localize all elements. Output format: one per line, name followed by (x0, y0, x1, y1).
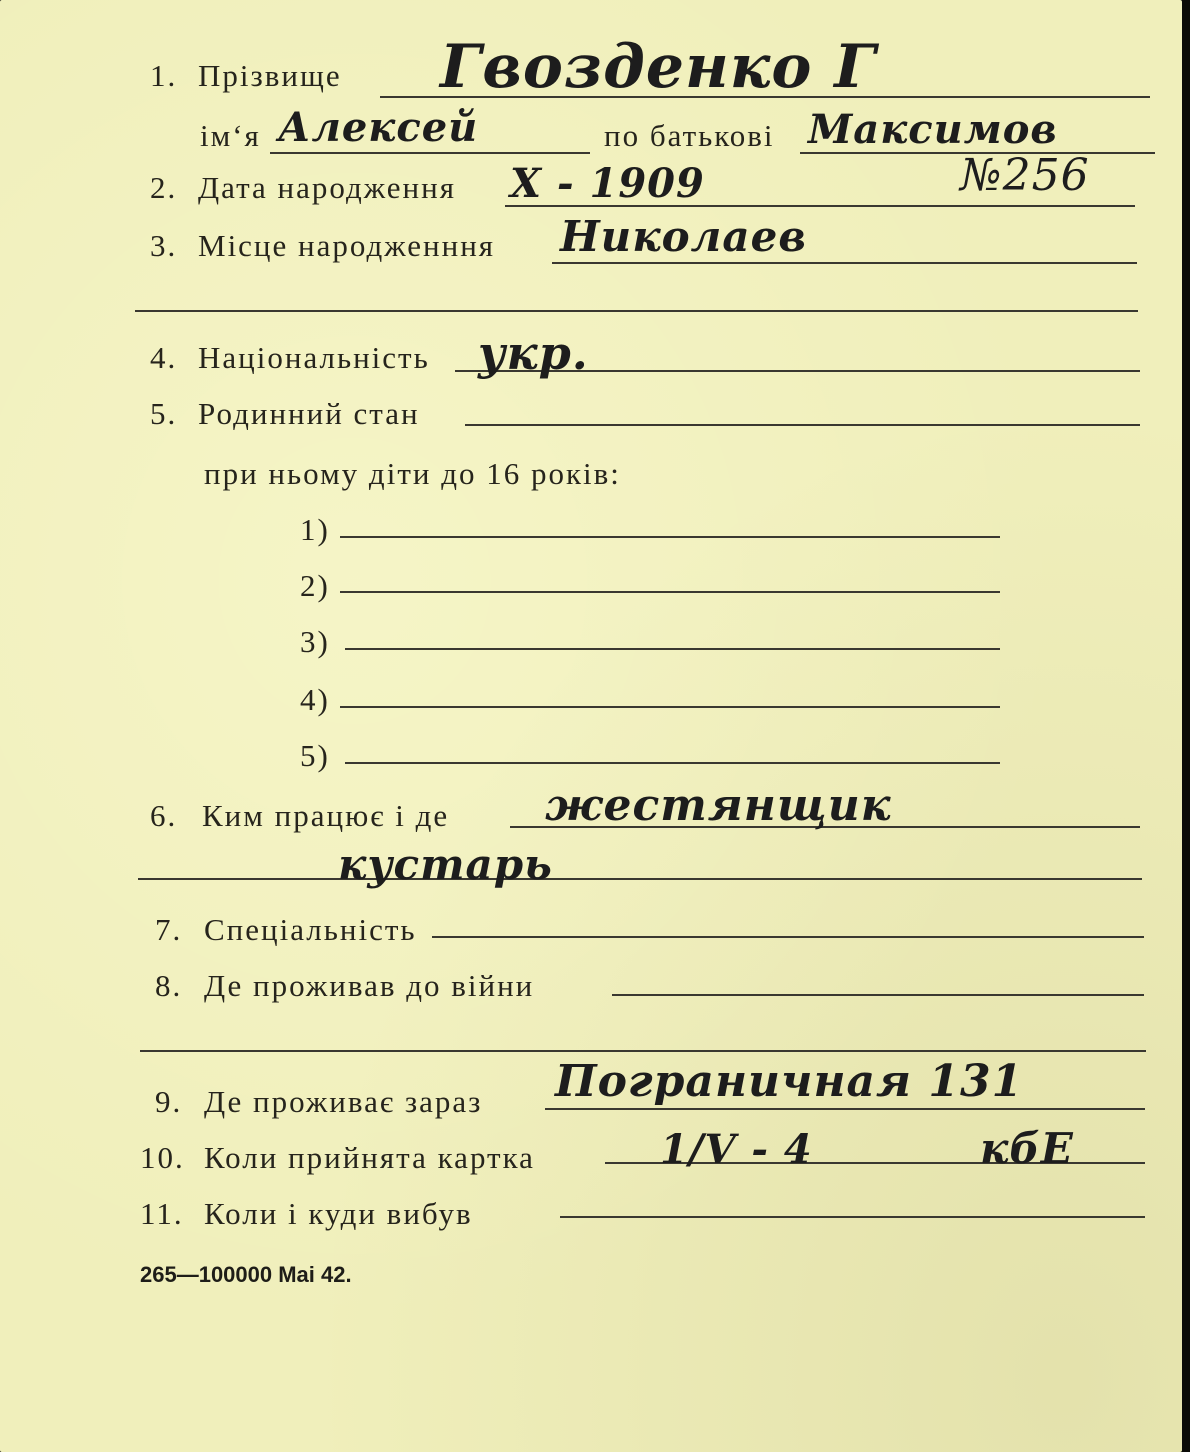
departure-label: Коли і куди вибув (204, 1196, 473, 1231)
occupation-label: Ким працює і де (202, 798, 450, 833)
field-1-number: 1. (150, 58, 178, 93)
child-5-number: 5) (300, 738, 330, 773)
child-2-line (340, 591, 1000, 593)
print-mark: 265—100000 Mai 42. (140, 1262, 352, 1287)
children-label: при ньому діти до 16 років: (204, 456, 621, 491)
patronymic-value: Максимов (808, 106, 1058, 153)
birthplace-label: Місце народженння (198, 228, 496, 263)
nationality-value: укр. (478, 326, 589, 380)
field-7-number: 7. (155, 912, 183, 947)
prewar-residence-label: Де проживав до війни (204, 968, 535, 1003)
marital-status-line (465, 424, 1140, 426)
prewar-residence-line-2 (140, 1050, 1146, 1052)
field-9-number: 9. (155, 1084, 183, 1119)
specialty-line (432, 936, 1144, 938)
current-residence-line (545, 1108, 1145, 1110)
child-1-line (340, 536, 1000, 538)
name-label: ім‘я (200, 118, 261, 153)
field-2-number: 2. (150, 170, 178, 205)
patronymic-label: по батькові (604, 118, 775, 153)
current-residence-value: Пограничная 131 (555, 1056, 1024, 1107)
birthdate-label: Дата народження (198, 170, 456, 205)
card-accepted-extra: кбЕ (980, 1124, 1074, 1173)
card-accepted-label: Коли прийнята картка (204, 1140, 535, 1175)
surname-label: Прізвище (198, 58, 342, 93)
prewar-residence-line (612, 994, 1144, 996)
departure-line (560, 1216, 1145, 1218)
record-number: №256 (960, 150, 1090, 201)
child-1-number: 1) (300, 512, 330, 547)
child-2-number: 2) (300, 568, 330, 603)
field-5-number: 5. (150, 396, 178, 431)
occupation-value: жестянщик (545, 780, 892, 831)
field-10-number: 10. (140, 1140, 185, 1175)
birthplace-value: Николаев (560, 212, 807, 261)
field-11-number: 11. (140, 1196, 184, 1231)
birthplace-line-2 (135, 310, 1138, 312)
child-3-number: 3) (300, 624, 330, 659)
nationality-label: Національність (198, 340, 430, 375)
current-residence-label: Де проживає зараз (204, 1084, 483, 1119)
child-4-number: 4) (300, 682, 330, 717)
child-4-line (340, 706, 1000, 708)
field-4-number: 4. (150, 340, 178, 375)
specialty-label: Спеціальність (204, 912, 417, 947)
occupation-line-2 (138, 878, 1142, 880)
card-accepted-value: 1/V - 4 (660, 1126, 813, 1173)
occupation-value-2: кустарь (338, 840, 553, 889)
child-5-line (345, 762, 1000, 764)
birthplace-line (552, 262, 1137, 264)
marital-status-label: Родинний стан (198, 396, 420, 431)
surname-value: Гвозденко Г (440, 32, 877, 102)
name-value: Алексей (278, 104, 479, 151)
child-3-line (345, 648, 1000, 650)
field-3-number: 3. (150, 228, 178, 263)
birthdate-value: X - 1909 (510, 160, 705, 207)
field-6-number: 6. (150, 798, 178, 833)
field-8-number: 8. (155, 968, 183, 1003)
name-line (270, 152, 590, 154)
